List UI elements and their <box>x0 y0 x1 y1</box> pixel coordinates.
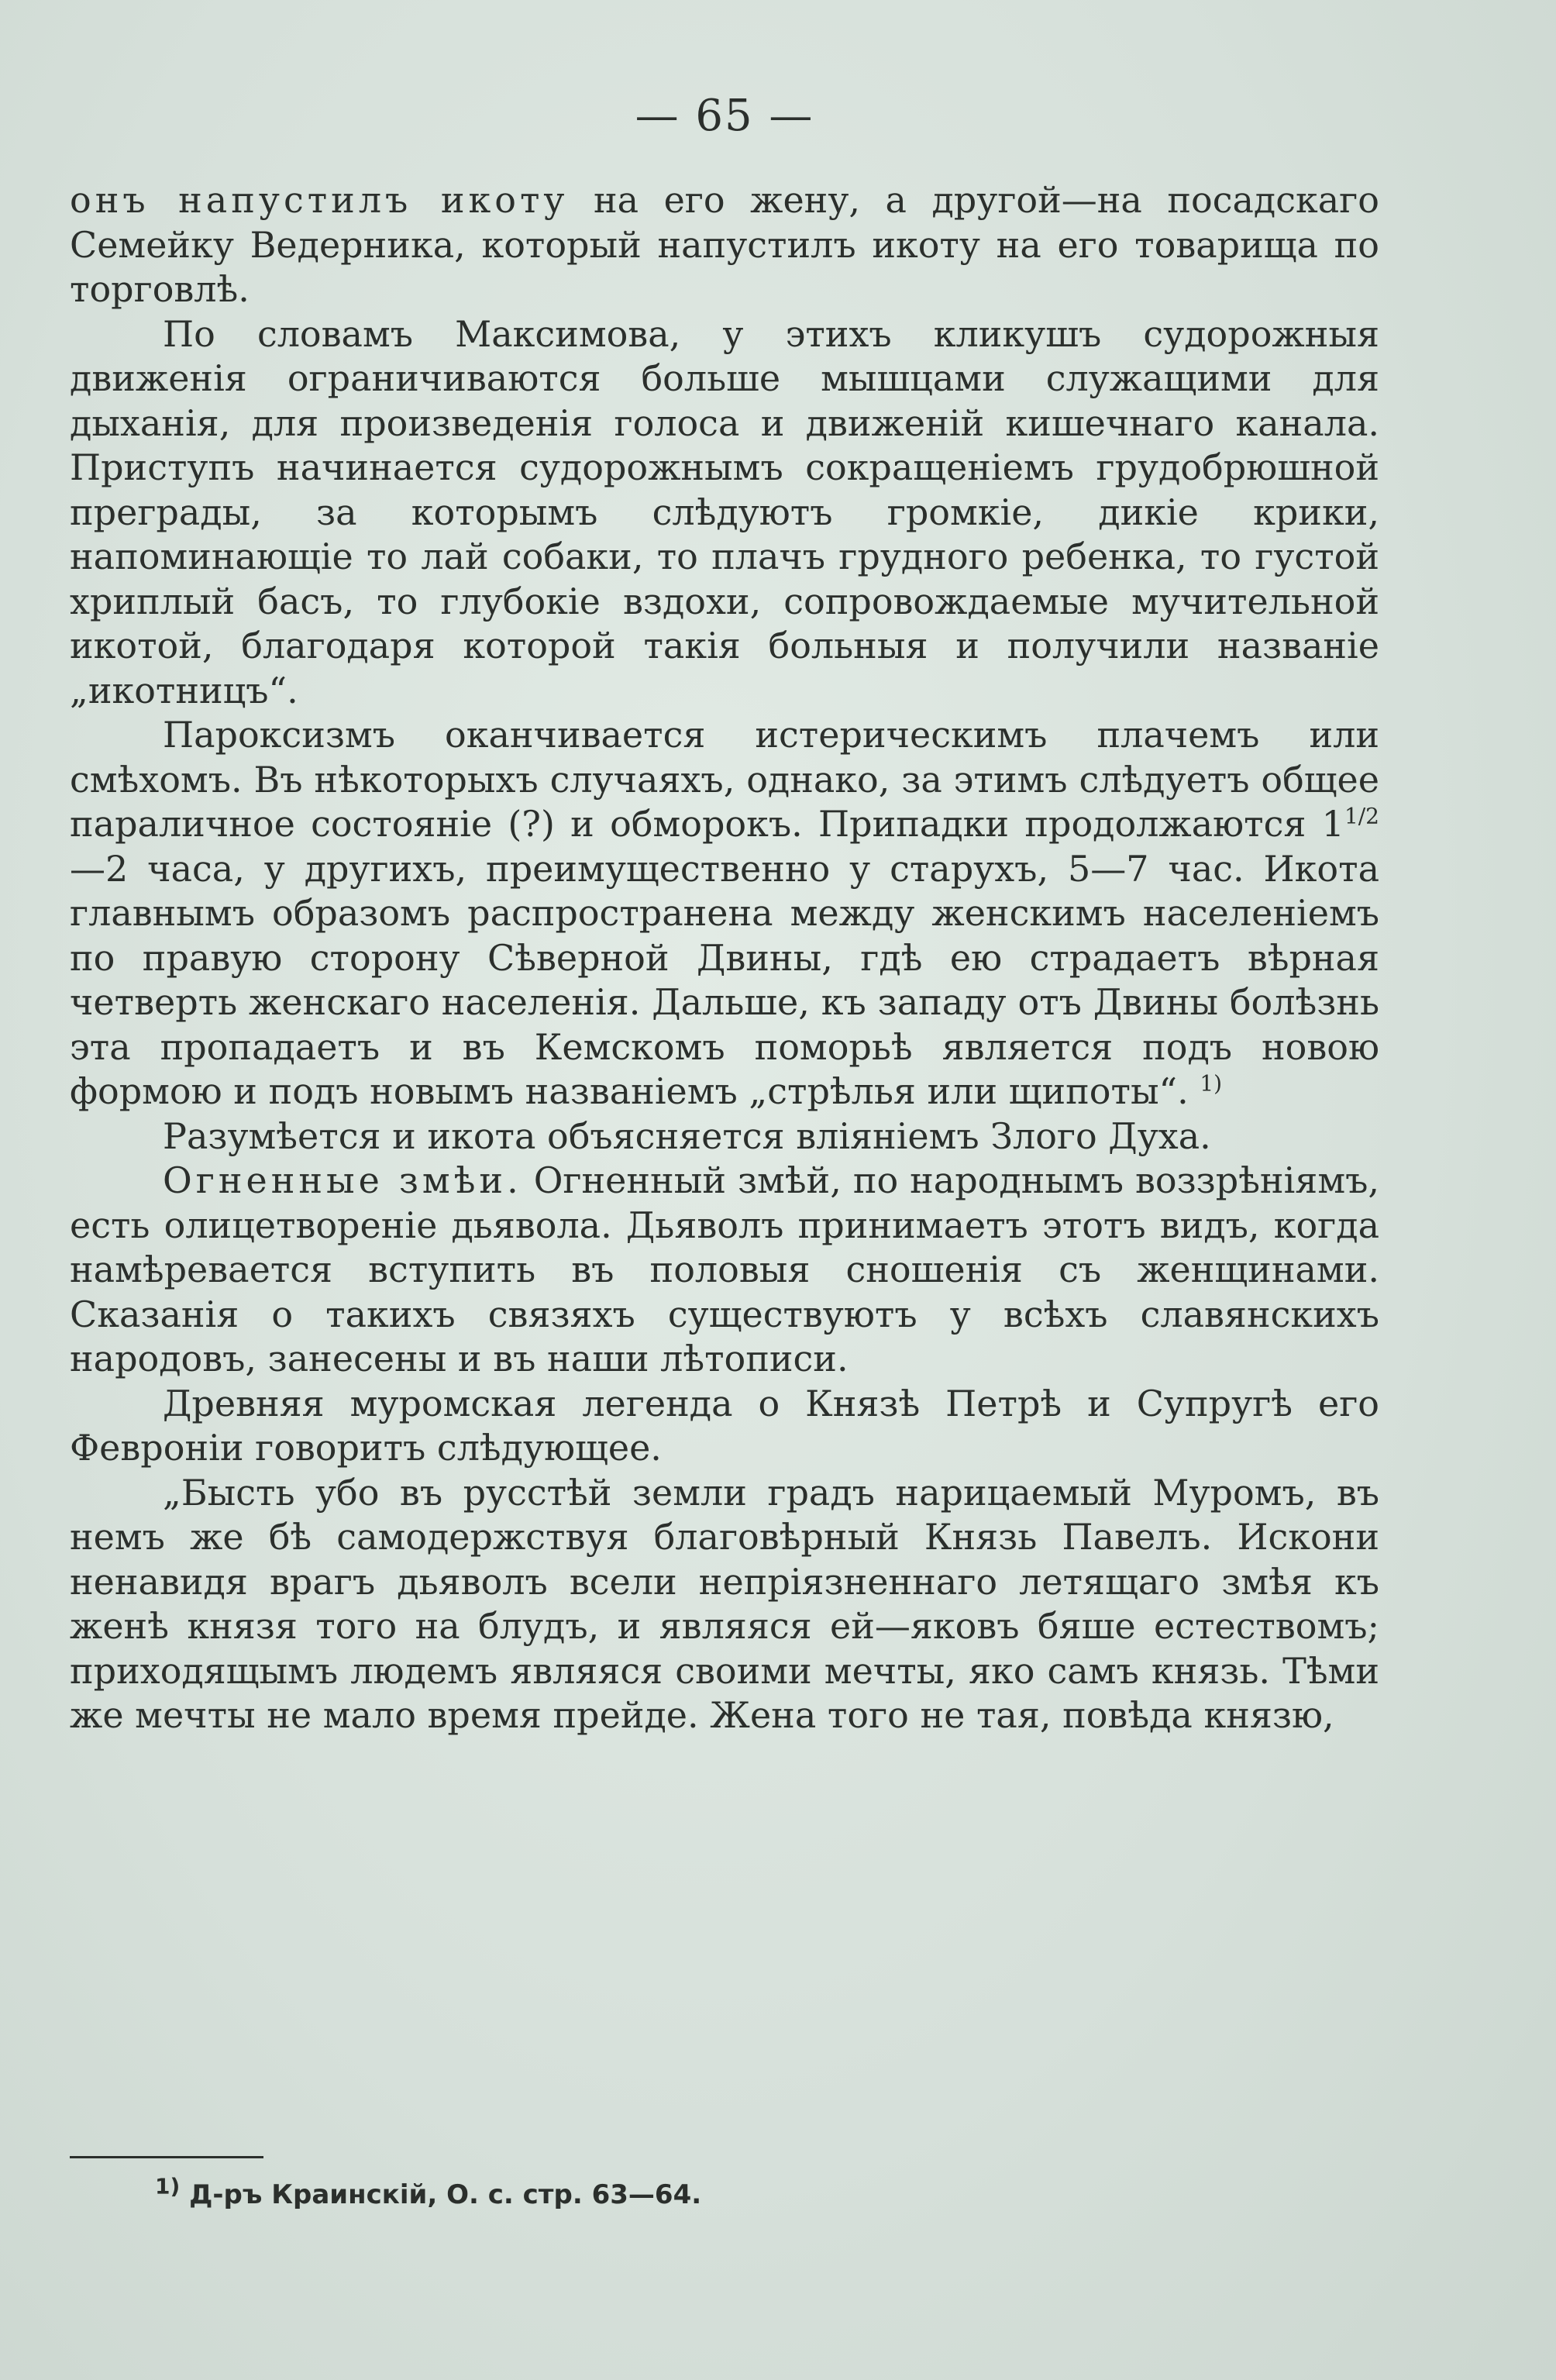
paragraph-3 <box>70 713 1379 1114</box>
body-text <box>70 178 1379 1738</box>
paragraph-3-text-a: Пароксизмъ оканчивается истерическимъ плачемъ или смѣхомъ. Въ нѣкоторыхъ случаяхъ, однако, за этимъ слѣдуетъ общее параличное состояніе (?) и обморокъ. Припадки продолжаются 1 <box>70 714 1379 845</box>
paragraph-5 <box>70 1159 1379 1382</box>
footnote-text: Д-ръ Краинскій, О. с. стр. 63—64. <box>180 2179 702 2210</box>
paragraph-1-text: на его жену, а другой—на посадскаго Семейку Ведерника, который напустилъ икоту на его товарища по торговлѣ. <box>70 179 1379 310</box>
paragraph-1-lead: онъ напустилъ икоту <box>70 179 569 221</box>
fraction-half: 1/2 <box>1344 803 1379 829</box>
footnote-divider <box>70 2156 263 2158</box>
paragraph-4: Разумѣется и икота объясняется вліяніемъ Злого Духа. <box>163 1114 1211 1157</box>
section-heading-fire-serpents: Огненные змѣи. <box>163 1159 522 1201</box>
paragraph-1 <box>70 178 1379 312</box>
book-page <box>70 85 1379 2333</box>
paragraph-5-text: Огненный змѣй, по народнымъ воззрѣніямъ, есть олицетвореніе дьявола. Дьяволъ принимаетъ этотъ видъ, когда намѣревается вступить въ половыя сношенія съ женщинами. Сказанія о такихъ связяхъ существуютъ у всѣхъ славянскихъ народовъ, занесены и въ наши лѣтописи. <box>70 1159 1379 1379</box>
paragraph-7: „Бысть убо въ русстѣй земли градъ нарицаемый Муромъ, въ немъ же бѣ самодержствуя благовѣрный Князь Павелъ. Искони ненавидя врагъ дьяволъ всели непріязненнаго летящаго змѣя къ женѣ князя того на блудъ, и являяся ей—яковъ бяше естествомъ; приходящымъ людемъ являяся своими мечты, яко самъ князь. Тѣми же мечты не мало время прейде. Жена того не тая, повѣда князю, <box>70 1471 1379 1736</box>
page-number: — 65 — <box>635 91 814 141</box>
footnote <box>155 2173 1317 2212</box>
paragraph-3-text-b: —2 часа, у другихъ, преимущественно у старухъ, 5—7 час. Икота главнымъ образомъ распространена между женскимъ населеніемъ по правую сторону Сѣверной Двины, гдѣ ею страдаетъ вѣрная четверть женскаго населенія. Дальше, къ западу отъ Двины болѣзнь эта пропадаетъ и въ Кемскомъ поморьѣ является подъ новою формою и подъ новымъ названіемъ „стрѣлья или щипоты“. <box>70 847 1379 1112</box>
paragraph-2: По словамъ Максимова, у этихъ кликушъ судорожныя движенія ограничиваются больше мышцами служащими для дыханія, для произведенія голоса и движеній кишечнаго канала. Приступъ начинается судорожнымъ сокращеніемъ грудобрюшной преграды, за которымъ слѣдуютъ громкіе, дикіе крики, напоминающіе то лай собаки, то плачъ грудного ребенка, то густой хриплый басъ, то глубокіе вздохи, сопровождаемые мучительной икотой, благодаря которой такія больныя и получили названіе „икотницъ“. <box>70 312 1379 711</box>
footnote-marker: 1) <box>155 2173 181 2199</box>
paragraph-6: Древняя муромская легенда о Князѣ Петрѣ и Супругѣ его Февроніи говоритъ слѣдующее. <box>70 1382 1379 1469</box>
footnote-reference[interactable]: 1) <box>1200 1070 1223 1097</box>
